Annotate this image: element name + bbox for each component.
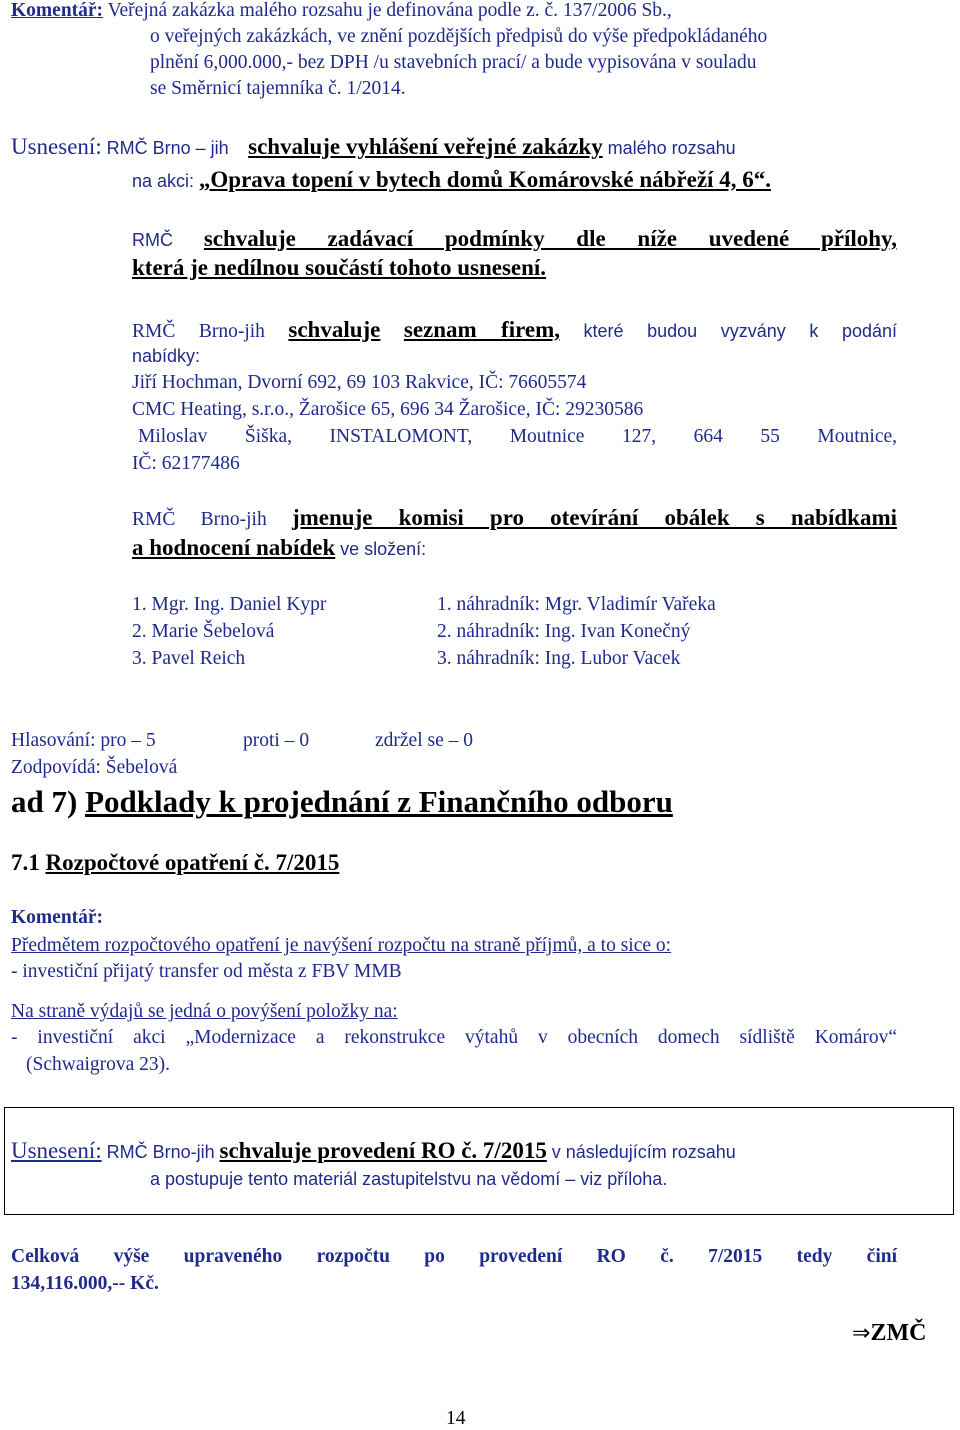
comment1-line2: o veřejných zakázkách, ve znění pozdějších předpisů do výše předpokládaného <box>150 26 768 47</box>
resolution1-line1: Usnesení: RMČ Brno – jih schvaluje vyhlášení veřejné zakázky malého rozsahu <box>11 134 736 159</box>
vote-responsible: Zodpovídá: Šebelová <box>11 757 178 778</box>
comment1-line4: se Směrnicí tajemníka č. 1/2014. <box>150 78 406 99</box>
resolution2-line2: a postupuje tento materiál zastupitelstvu na vědomí – viz příloha. <box>150 1169 668 1189</box>
section-title: Podklady k projednání z Finančního odboru <box>85 784 673 819</box>
forward-note: ⇒ZMČ <box>852 1320 927 1346</box>
firm-item: Miloslav Šiška, INSTALOMONT, Moutnice 127, 664 55 Moutnice, <box>138 426 897 447</box>
project-name: „Oprava topení v bytech domů Komárovské nábřeží 4, 6“. <box>198 167 771 192</box>
subsection-title: Rozpočtové opatření č. 7/2015 <box>45 850 340 875</box>
resolution2-label: Usnesení: <box>11 1138 102 1163</box>
committee-line2: a hodnocení nabídek ve složení: <box>132 535 427 560</box>
comment1-label: Komentář: <box>11 0 104 21</box>
comment2-line3: Na straně výdajů se jedná o povýšení položky na: <box>11 1001 398 1022</box>
firm-item: CMC Heating, s.r.o., Žarošice 65, 696 34 Žarošice, IČ: 29230586 <box>132 399 644 420</box>
page-number: 14 <box>446 1408 466 1429</box>
comment2-line5: (Schwaigrova 23). <box>26 1054 171 1075</box>
committee-member: 2. Marie Šebelová <box>132 621 275 642</box>
comment2-line4: - investiční akci „Modernizace a rekonstrukce výtahů v obecních domech sídliště Komárov“ <box>11 1027 897 1048</box>
comment2-line2: - investiční přijatý transfer od města z FBV MMB <box>11 961 402 982</box>
committee-substitute: 1. náhradník: Mgr. Vladimír Vařeka <box>437 594 716 615</box>
vote-zdrzel: zdržel se – 0 <box>375 730 473 751</box>
committee-substitute: 2. náhradník: Ing. Ivan Konečný <box>437 621 691 642</box>
firms-line1: RMČ Brno-jih schvaluje seznam firem, které budou vyzvány k podání <box>132 317 898 342</box>
resolution2-line1: Usnesení: RMČ Brno-jih schvaluje provedení RO č. 7/2015 v následujícím rozsahu <box>11 1138 736 1163</box>
comment2-line1: Předmětem rozpočtového opatření je navýšení rozpočtu na straně příjmů, a to sice o: <box>11 935 672 956</box>
comment2-label: Komentář: <box>11 907 104 928</box>
firm-item: Jiří Hochman, Dvorní 692, 69 103 Rakvice, IČ: 76605574 <box>132 372 587 393</box>
committee-member: 1. Mgr. Ing. Daniel Kypr <box>132 594 327 615</box>
firm-item: IČ: 62177486 <box>132 453 240 474</box>
subsection-heading: 7.1 Rozpočtové opatření č. 7/2015 <box>11 850 340 875</box>
total-line2: 134,116.000,-- Kč. <box>11 1273 159 1294</box>
vote-proti: proti – 0 <box>243 730 310 751</box>
total-line1: Celková výše upraveného rozpočtu po provedení RO č. 7/2015 tedy činí <box>11 1246 897 1267</box>
section-heading: ad 7) Podklady k projednání z Finančního odboru <box>11 784 673 819</box>
conditions-line1: RMČ schvaluje zadávací podmínky dle níže uvedené přílohy, <box>132 226 897 251</box>
resolution1-line2: na akci: „Oprava topení v bytech domů Komárovské nábřeží 4, 6“. <box>132 167 771 192</box>
conditions-line2: která je nedílnou součástí tohoto usnesení. <box>132 255 547 280</box>
vote-pro: Hlasování: pro – 5 <box>11 730 156 751</box>
comment1-line3: plnění 6,000.000,- bez DPH /u stavebních prací/ a bude vypisována v souladu <box>150 52 757 73</box>
resolution1-label: Usnesení: <box>11 134 102 159</box>
committee-line1: RMČ Brno-jih jmenuje komisi pro otevírání obálek s nabídkami <box>132 505 897 530</box>
committee-member: 3. Pavel Reich <box>132 648 246 669</box>
committee-substitute: 3. náhradník: Ing. Lubor Vacek <box>437 648 681 669</box>
firms-line2: nabídky: <box>132 346 201 366</box>
double-arrow-right-icon: ⇒ <box>852 1321 871 1346</box>
comment1-line1: Komentář: Veřejná zakázka malého rozsahu je definována podle z. č. 137/2006 Sb., <box>11 0 672 21</box>
